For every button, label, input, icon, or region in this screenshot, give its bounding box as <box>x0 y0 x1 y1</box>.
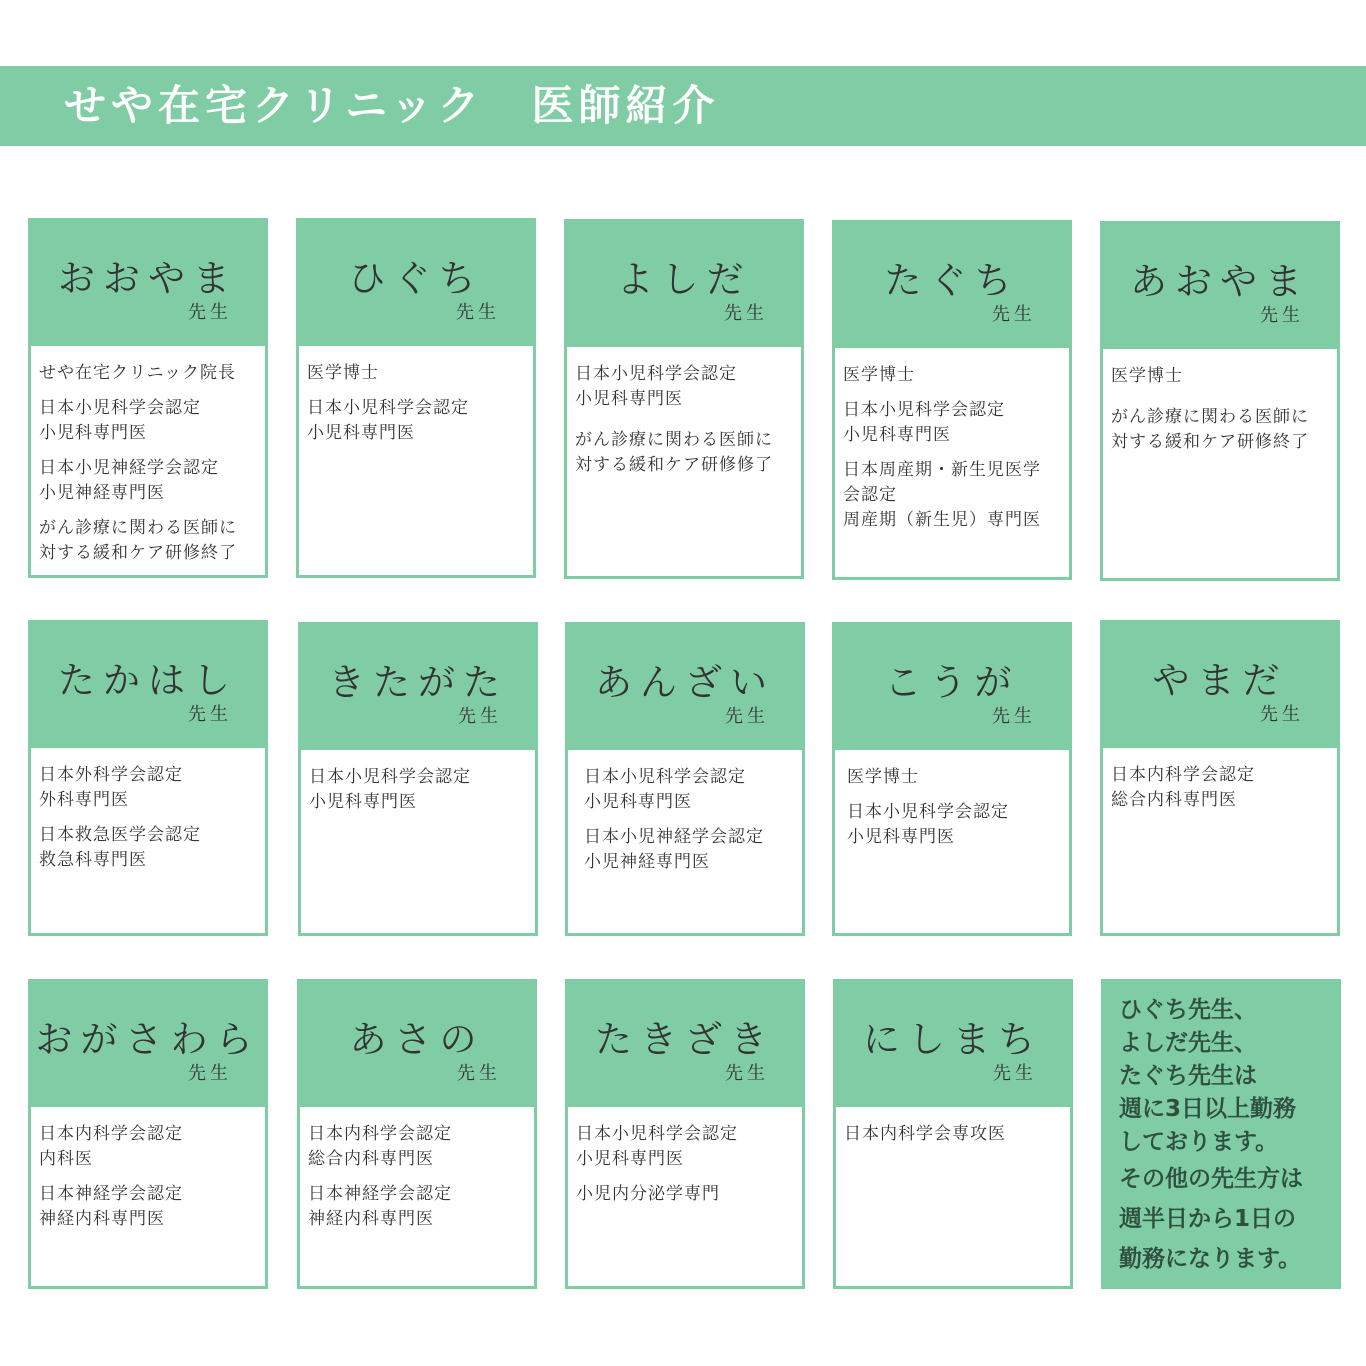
qualification <box>39 456 259 506</box>
qualification-line: 小児科専門医 <box>576 1149 684 1169</box>
note-line: 週に3日以上勤務 <box>1119 1096 1297 1122</box>
qualification-line: 日本小児科学会認定 <box>576 1124 738 1144</box>
doctor-honorific: 先生 <box>992 304 1036 325</box>
qualification <box>1111 763 1331 813</box>
doctor-card-koga <box>832 622 1072 936</box>
qualification-line: 対する緩和ケア研修終了 <box>39 543 237 563</box>
qualification-list <box>39 361 259 576</box>
qualification-line: がん診療に関わる医師に <box>39 518 237 538</box>
card-header <box>28 620 268 748</box>
qualification-line: 救急科専門医 <box>39 850 147 870</box>
qualification-list <box>307 361 527 456</box>
card-header <box>832 220 1072 348</box>
qualification-line: 日本救急医学会認定 <box>39 825 201 845</box>
qualification-line: 日本内科学会認定 <box>1111 765 1255 785</box>
doctor-name: あさの <box>349 1018 485 1061</box>
qualification-line: がん診療に関わる医師に <box>575 430 773 450</box>
doctor-honorific: 先生 <box>188 302 232 323</box>
qualification <box>584 825 796 875</box>
qualification-list <box>576 1122 796 1217</box>
doctor-name: よしだ <box>616 258 752 301</box>
qualification-line: 小児科専門医 <box>584 792 692 812</box>
doctor-card-ogasawara <box>28 979 268 1289</box>
doctor-name: こうが <box>884 661 1020 704</box>
qualification <box>307 361 527 386</box>
doctor-card-aoyama <box>1100 221 1340 581</box>
qualification-line: 神経内科専門医 <box>39 1209 165 1229</box>
qualification <box>575 362 795 412</box>
qualification <box>309 765 529 815</box>
doctor-card-kitagata <box>298 622 538 936</box>
qualification-line: 日本神経学会認定 <box>39 1184 183 1204</box>
qualification-line: 会認定 <box>843 485 897 505</box>
qualification <box>576 1122 796 1172</box>
note-line: たぐち先生は <box>1119 1063 1257 1089</box>
qualification-list <box>39 763 259 883</box>
doctor-card-asano <box>297 979 537 1289</box>
card-header <box>297 979 537 1107</box>
qualification-line: 外科専門医 <box>39 790 129 810</box>
qualification-line: がん診療に関わる医師に <box>1111 407 1309 427</box>
note-line: よしだ先生、 <box>1119 1030 1257 1056</box>
qualification-line: 小児科専門医 <box>39 423 147 443</box>
doctor-honorific: 先生 <box>1260 305 1304 326</box>
qualification-line: 日本小児神経学会認定 <box>39 458 219 478</box>
qualification-list <box>575 362 795 488</box>
qualification-line: 日本周産期・新生児医学 <box>843 460 1041 480</box>
qualification <box>1111 364 1331 389</box>
card-header <box>833 979 1073 1107</box>
doctor-honorific: 先生 <box>457 1063 501 1084</box>
card-header <box>296 218 536 346</box>
note-line: しております。 <box>1119 1129 1279 1155</box>
qualification-line: 医学博士 <box>847 767 919 787</box>
qualification <box>39 823 259 873</box>
doctor-name: たぐち <box>884 259 1020 302</box>
qualification <box>307 396 527 446</box>
doctor-card-takahashi <box>28 620 268 936</box>
note-line: 勤務になります。 <box>1119 1246 1302 1272</box>
qualification-line: 日本内科学会認定 <box>39 1124 183 1144</box>
qualification-line: 日本小児科学会認定 <box>309 767 471 787</box>
doctor-card-taguchi <box>832 220 1072 580</box>
doctor-card-higuchi <box>296 218 536 578</box>
doctor-name: たきざき <box>595 1018 775 1061</box>
doctor-honorific: 先生 <box>188 1063 232 1084</box>
qualification-line: 小児科専門医 <box>843 425 951 445</box>
qualification-line: 小児科専門医 <box>307 423 415 443</box>
qualification <box>39 396 259 446</box>
qualification-line: 小児科専門医 <box>575 389 683 409</box>
qualification <box>308 1122 528 1172</box>
qualification-line: 対する緩和ケア研修終了 <box>1111 432 1309 452</box>
qualification-line: 日本小児科学会認定 <box>39 398 201 418</box>
card-header <box>1100 221 1340 349</box>
card-header <box>1100 620 1340 748</box>
card-header <box>565 622 805 750</box>
doctor-card-takizaki <box>565 979 805 1289</box>
qualification <box>844 1122 1064 1147</box>
doctor-card-yoshida <box>564 219 804 579</box>
qualification-line: 小児神経専門医 <box>39 483 165 503</box>
qualification-list <box>1111 763 1331 823</box>
card-header <box>564 219 804 347</box>
doctor-card-nishimachi <box>833 979 1073 1289</box>
qualification-line: 日本小児科学会認定 <box>847 802 1009 822</box>
qualification <box>39 361 259 386</box>
qualification-line: 総合内科専門医 <box>1111 790 1237 810</box>
qualification-line: 日本小児科学会認定 <box>584 767 746 787</box>
qualification <box>575 428 795 478</box>
qualification-line: 日本小児神経学会認定 <box>584 827 764 847</box>
doctor-name: たかはし <box>58 659 238 702</box>
card-header <box>298 622 538 750</box>
doctor-card-yamada <box>1100 620 1340 936</box>
qualification-line: 日本外科学会認定 <box>39 765 183 785</box>
qualification-line: せや在宅クリニック院長 <box>39 363 236 383</box>
qualification-line: 医学博士 <box>1111 366 1183 386</box>
qualification-line: 医学博士 <box>307 363 379 383</box>
doctor-honorific: 先生 <box>725 1063 769 1084</box>
qualification <box>847 800 1063 850</box>
doctor-honorific: 先生 <box>993 1063 1037 1084</box>
qualification-line: 内科医 <box>39 1149 93 1169</box>
doctor-honorific: 先生 <box>992 706 1036 727</box>
qualification <box>843 398 1063 448</box>
note-line: 週半日から1日の <box>1119 1206 1297 1232</box>
qualification-list <box>844 1122 1064 1157</box>
card-header <box>832 622 1072 750</box>
qualification <box>843 458 1063 533</box>
qualification <box>576 1182 796 1207</box>
card-header <box>565 979 805 1107</box>
qualification-line: 日本神経学会認定 <box>308 1184 452 1204</box>
page-header <box>0 66 1366 146</box>
card-header <box>28 218 268 346</box>
doctor-name: あんざい <box>595 661 775 704</box>
qualification <box>843 363 1063 388</box>
qualification-line: 日本内科学会専攻医 <box>844 1124 1006 1144</box>
doctor-honorific: 先生 <box>724 303 768 324</box>
qualification-line: 日本小児科学会認定 <box>575 364 737 384</box>
page-title: せや在宅クリニック 医師紹介 <box>64 81 720 130</box>
qualification-list <box>843 363 1063 543</box>
doctor-name: にしまち <box>863 1018 1043 1061</box>
doctor-honorific: 先生 <box>188 704 232 725</box>
qualification-line: 医学博士 <box>843 365 915 385</box>
qualification-line: 対する緩和ケア研修修了 <box>575 455 773 475</box>
qualification-list <box>1111 364 1331 465</box>
qualification-line: 小児科専門医 <box>309 792 417 812</box>
qualification-line: 日本小児科学会認定 <box>307 398 469 418</box>
doctor-honorific: 先生 <box>725 706 769 727</box>
qualification-list <box>39 1122 259 1242</box>
qualification-line: 日本内科学会認定 <box>308 1124 452 1144</box>
qualification-list <box>308 1122 528 1242</box>
note-line: その他の先生方は <box>1119 1166 1303 1192</box>
qualification-list <box>584 765 796 885</box>
doctor-card-oyama <box>28 218 268 578</box>
doctor-name: おおやま <box>58 257 238 300</box>
doctor-honorific: 先生 <box>456 302 500 323</box>
qualification-line: 小児科専門医 <box>847 827 955 847</box>
qualification-line: 周産期（新生児）専門医 <box>843 510 1041 530</box>
doctor-name: ひぐち <box>348 257 484 300</box>
qualification <box>39 763 259 813</box>
doctor-name: きたがた <box>328 661 508 704</box>
qualification <box>39 516 259 566</box>
qualification-line: 総合内科専門医 <box>308 1149 434 1169</box>
schedule-note <box>1101 979 1341 1289</box>
card-header <box>28 979 268 1107</box>
qualification <box>847 765 1063 790</box>
doctor-honorific: 先生 <box>1260 704 1304 725</box>
doctor-name: やまだ <box>1152 659 1288 702</box>
qualification-list <box>309 765 529 825</box>
doctor-honorific: 先生 <box>458 706 502 727</box>
qualification <box>39 1182 259 1232</box>
qualification <box>1111 405 1331 455</box>
qualification <box>584 765 796 815</box>
qualification-line: 小児内分泌学専門 <box>576 1184 720 1204</box>
qualification <box>39 1122 259 1172</box>
doctor-name: おがさわら <box>35 1018 261 1061</box>
qualification-line: 神経内科専門医 <box>308 1209 434 1229</box>
qualification-line: 小児神経専門医 <box>584 852 710 872</box>
qualification-list <box>847 765 1063 860</box>
qualification-line: 日本小児科学会認定 <box>843 400 1005 420</box>
qualification <box>308 1182 528 1232</box>
note-line: ひぐち先生、 <box>1119 997 1257 1023</box>
doctor-name: あおやま <box>1130 260 1310 303</box>
doctor-card-anzai <box>565 622 805 936</box>
